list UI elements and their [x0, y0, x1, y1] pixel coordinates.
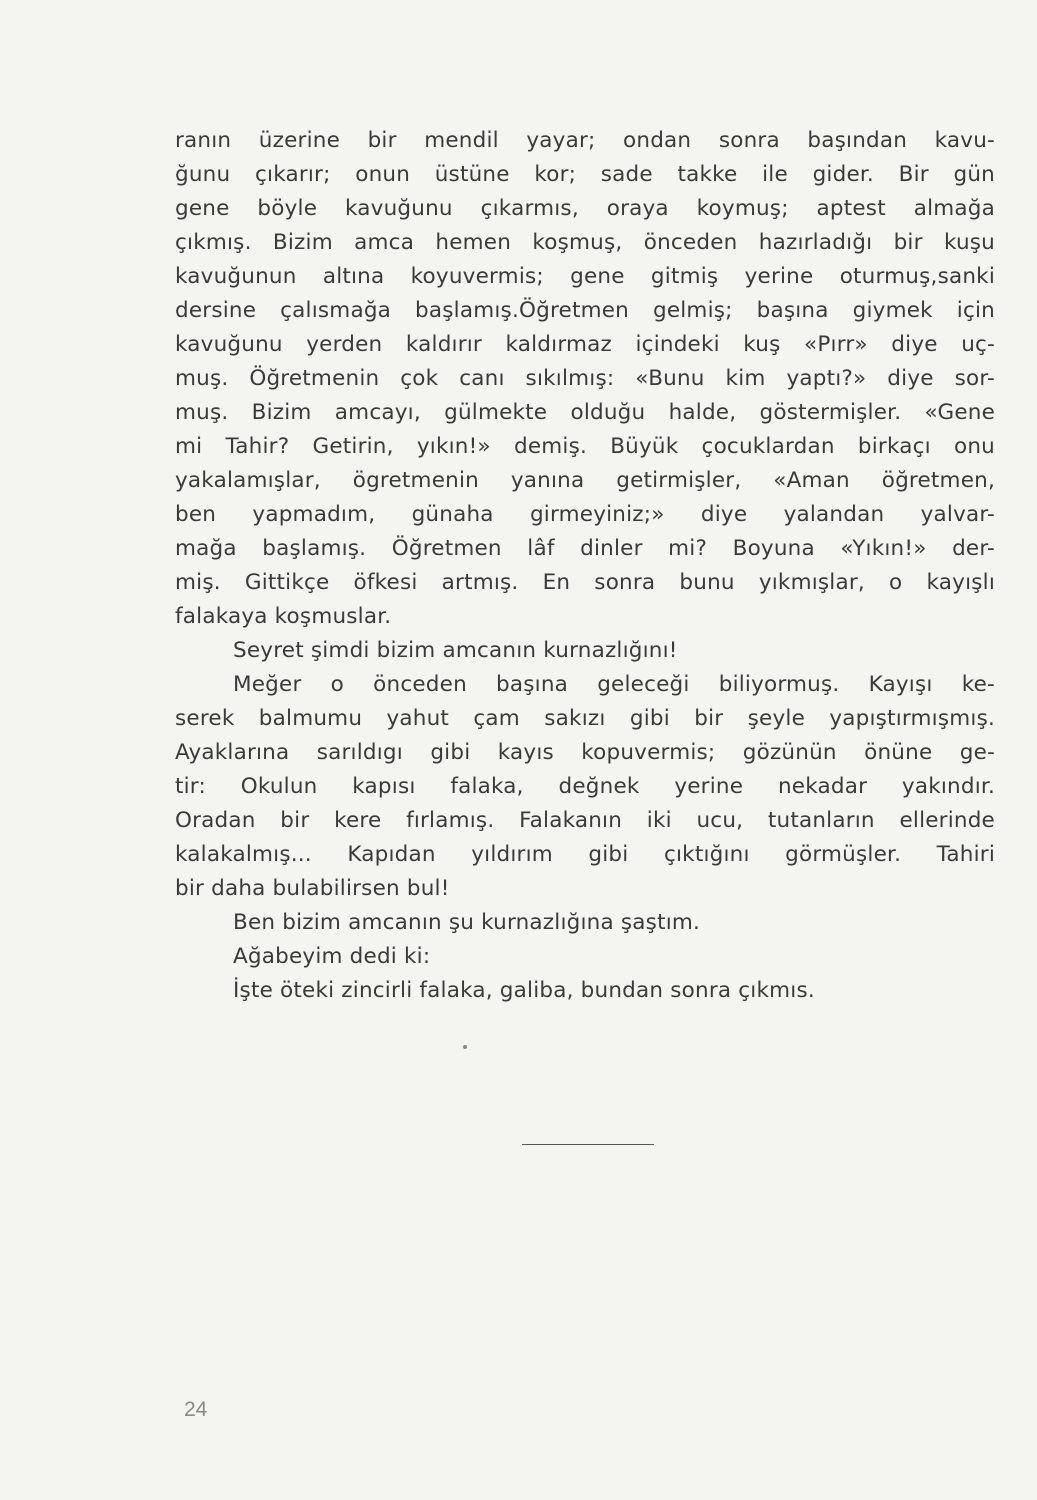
text-line: çıkmış. Bizim amca hemen koşmuş, önceden hazırladığı bir kuşu	[175, 230, 995, 255]
text-line: bir daha bulabilirsen bul!	[175, 876, 450, 901]
text-line: Ayaklarına sarıldıgı gibi kayıs kopuvermis; gözünün önüne ge-	[175, 740, 995, 765]
text-line: mi Tahir? Getirin, yıkın!» demiş. Büyük çocuklardan birkaçı onu	[175, 434, 995, 459]
text-line: miş. Gittikçe öfkesi artmış. En sonra bunu yıkmışlar, o kayışlı	[175, 570, 995, 595]
text-line: dersine çalısmağa başlamış.Öğretmen gelmiş; başına giymek için	[175, 298, 995, 323]
ink-speck	[463, 1045, 467, 1049]
text-line: tir: Okulun kapısı falaka, değnek yerine nekadar yakındır.	[175, 774, 995, 799]
text-line: ben yapmadım, günaha girmeyiniz;» diye yalandan yalvar-	[175, 502, 995, 527]
section-end-rule	[522, 1144, 654, 1145]
paragraph-start: Ben bizim amcanın şu kurnazlığına şaştım.	[233, 910, 701, 935]
text-line: serek balmumu yahut çam sakızı gibi bir şeyle yapıştırmışmış.	[175, 706, 995, 731]
paragraph-start: Meğer o önceden başına geleceği biliyormuş. Kayışı ke-	[233, 672, 995, 697]
text-line: ğunu çıkarır; onun üstüne kor; sade takke ile gider. Bir gün	[175, 162, 995, 187]
text-line: kalakalmış... Kapıdan yıldırım gibi çıktığını görmüşler. Tahiri	[175, 842, 995, 867]
page-number: 24	[184, 1398, 208, 1421]
paragraph-start: Ağabeyim dedi ki:	[233, 944, 431, 969]
text-line: kavuğunun altına koyuvermis; gene gitmiş yerine oturmuş,sanki	[175, 264, 995, 289]
paragraph-start: İşte öteki zincirli falaka, galiba, bundan sonra çıkmıs.	[233, 978, 815, 1003]
text-line: ranın üzerine bir mendil yayar; ondan sonra başından kavu-	[175, 128, 995, 153]
text-line: Oradan bir kere fırlamış. Falakanın iki ucu, tutanların ellerinde	[175, 808, 995, 833]
text-line: mağa başlamış. Öğretmen lâf dinler mi? Boyuna «Yıkın!» der-	[175, 536, 995, 561]
text-line: muş. Bizim amcayı, gülmekte olduğu halde, göstermişler. «Gene	[175, 400, 995, 425]
text-line: yakalamışlar, ögretmenin yanına getirmişler, «Aman öğretmen,	[175, 468, 995, 493]
text-line: muş. Öğretmenin çok canı sıkılmış: «Bunu kim yaptı?» diye sor-	[175, 366, 995, 391]
text-line: kavuğunu yerden kaldırır kaldırmaz içindeki kuş «Pırr» diye uç-	[175, 332, 995, 357]
text-line: gene böyle kavuğunu çıkarmıs, oraya koymuş; aptest almağa	[175, 196, 995, 221]
paragraph-start: Seyret şimdi bizim amcanın kurnazlığını!	[233, 638, 678, 663]
text-line: falakaya koşmuslar.	[175, 604, 392, 629]
